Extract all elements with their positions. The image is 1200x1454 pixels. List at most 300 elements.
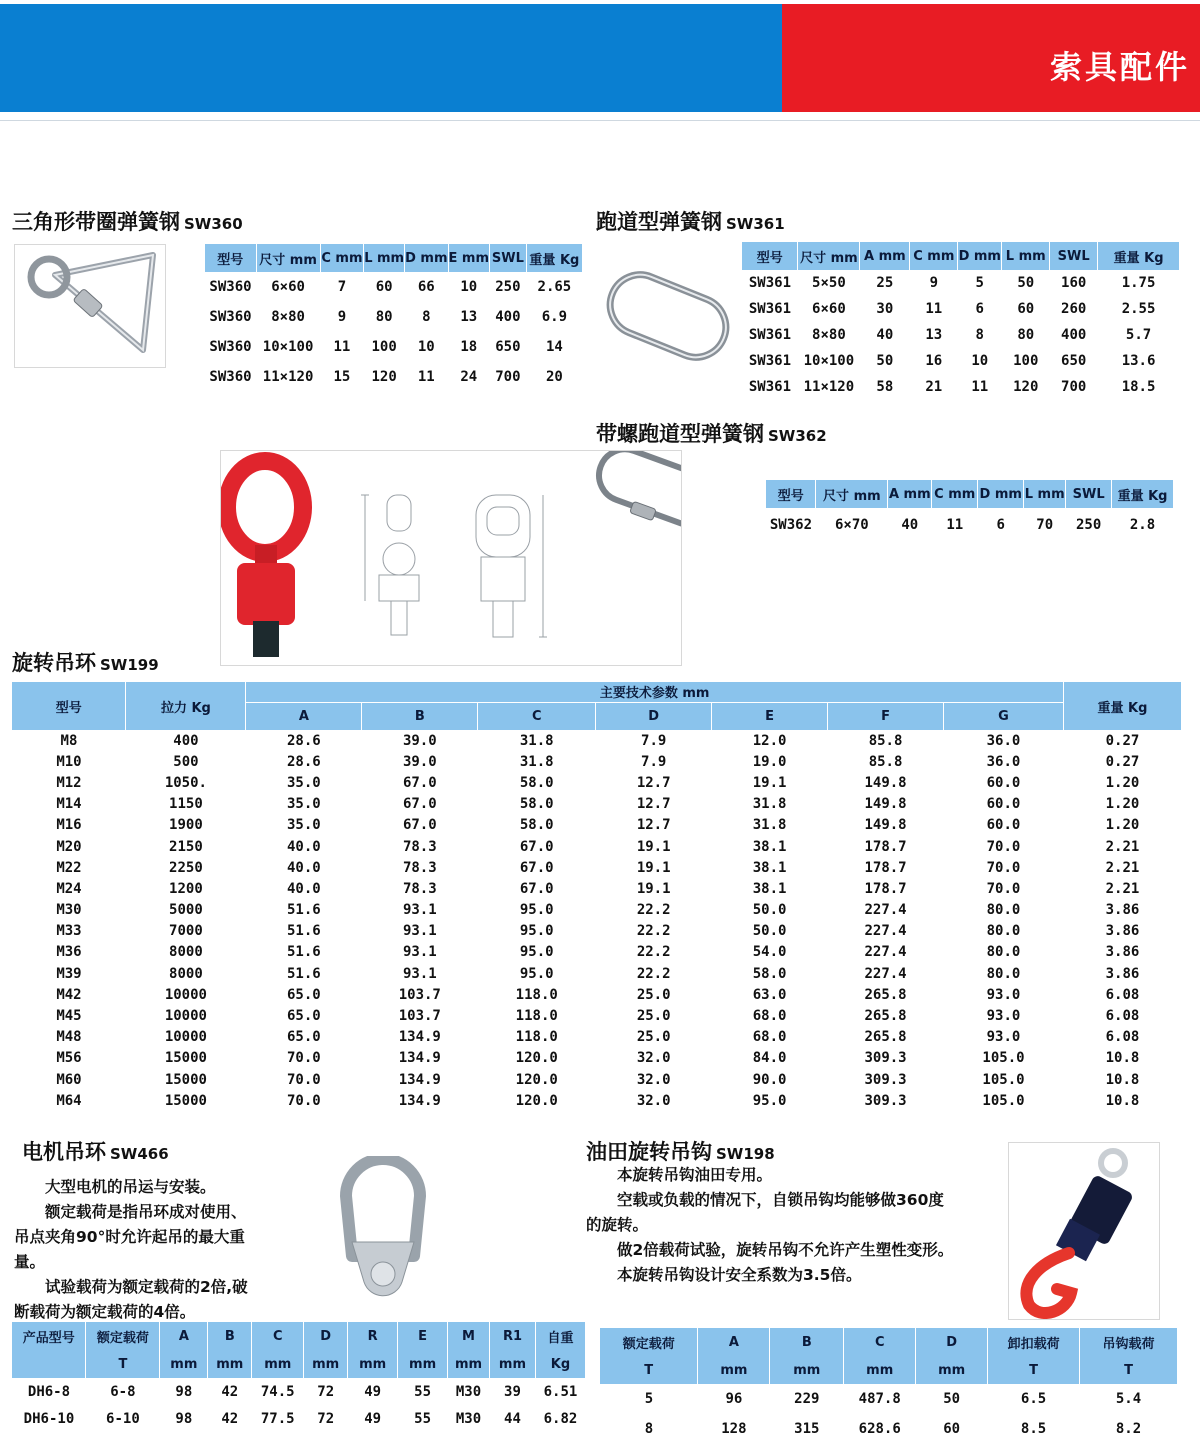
table-cell: 28.6: [287, 753, 321, 770]
table-cell: 178.7: [864, 838, 907, 855]
sw362-title: 带螺跑道型弹簧钢: [596, 422, 764, 446]
header-cell: 拉力 Kg: [126, 682, 246, 730]
header-cell: 自重: [535, 1322, 585, 1350]
header-cell: E mm: [448, 244, 490, 272]
table-cell: 120.0: [515, 1050, 558, 1067]
sw199-spec-table: [12, 682, 1182, 1111]
table-cell: 96: [725, 1391, 743, 1407]
table-cell: 35.0: [287, 817, 321, 834]
table-cell: 7: [337, 279, 347, 295]
table-cell: 19.1: [636, 859, 671, 876]
table-cell: 11: [333, 339, 351, 355]
table-cell: 40.0: [287, 880, 321, 897]
table-cell: 25.0: [636, 1029, 671, 1046]
sw466-code: SW466: [110, 1145, 169, 1163]
table-cell: SW360: [209, 309, 252, 325]
desc-line: 做2倍载荷试验，旋转吊钩不允许产生塑性变形。: [586, 1241, 954, 1259]
table-cell: 51.6: [287, 965, 321, 982]
table-cell: M56: [56, 1050, 82, 1067]
table-cell: 487.8: [858, 1391, 901, 1407]
table-cell: 42: [221, 1410, 239, 1427]
table-cell: SW360: [209, 339, 252, 355]
header-cell: mm: [304, 1350, 348, 1378]
table-cell: 38.1: [752, 880, 787, 897]
table-cell: 58: [876, 379, 894, 395]
table-cell: M33: [56, 923, 82, 940]
table-header-row: [12, 682, 1182, 702]
table-row: [12, 836, 1182, 857]
table-row: [742, 322, 1180, 348]
table-cell: 65.0: [287, 1029, 321, 1046]
table-cell: 309.3: [864, 1050, 907, 1067]
header-cell: T: [600, 1356, 698, 1384]
table-cell: 78.3: [402, 838, 437, 855]
table-row: [12, 1069, 1182, 1090]
header-cell: 产品型号: [12, 1322, 86, 1350]
table-cell: 77.5: [260, 1410, 295, 1427]
table-cell: 58.0: [519, 774, 554, 791]
table-row: [12, 878, 1182, 899]
table-cell: 19.1: [636, 880, 671, 897]
table-cell: 93.1: [402, 923, 437, 940]
table-cell: 35.0: [287, 796, 321, 813]
table-cell: 65.0: [287, 1008, 321, 1025]
table-cell: 1.75: [1121, 275, 1156, 291]
table-cell: 98: [175, 1383, 193, 1400]
table-cell: 93.1: [402, 965, 437, 982]
table-cell: 14: [545, 339, 563, 355]
table-cell: 315: [794, 1421, 820, 1437]
table-cell: 2.21: [1105, 838, 1140, 855]
table-cell: 9: [337, 309, 347, 325]
table-cell: 51.6: [287, 923, 321, 940]
table-cell: 58.0: [519, 796, 554, 813]
table-cell: 10000: [164, 1008, 207, 1025]
table-cell: 49: [364, 1410, 382, 1427]
sw361-section-title: [596, 206, 785, 236]
table-cell: 80.0: [986, 965, 1021, 982]
table-cell: 67.0: [519, 859, 554, 876]
table-cell: 39.0: [402, 732, 437, 749]
table-cell: 98: [175, 1410, 193, 1427]
sw360-triangle-snap-image: [14, 244, 166, 368]
header-cell: B: [362, 702, 478, 730]
header-cell: 型号: [742, 242, 798, 270]
header-cell: 尺寸 mm: [256, 244, 320, 272]
desc-line: 吊点夹角90°时允许起吊的最大重: [14, 1228, 245, 1246]
table-cell: 6.82: [543, 1410, 578, 1427]
table-cell: 6: [975, 301, 984, 317]
table-cell: 11: [971, 379, 989, 395]
table-cell: 60.0: [986, 774, 1021, 791]
banner-divider: [0, 120, 1200, 121]
table-cell: 36.0: [986, 753, 1021, 770]
table-row: [12, 984, 1182, 1005]
table-cell: 31.8: [752, 817, 787, 834]
table-cell: 60.0: [986, 817, 1021, 834]
sw466-description: [14, 1175, 248, 1325]
table-cell: 628.6: [858, 1421, 901, 1437]
header-cell: 重量 Kg: [1098, 242, 1180, 270]
table-cell: 22.2: [636, 965, 671, 982]
table-cell: M64: [56, 1092, 82, 1109]
table-cell: 32.0: [636, 1050, 671, 1067]
table-header-row: [12, 1350, 586, 1378]
table-cell: M16: [56, 817, 82, 834]
header-cell: R: [348, 1322, 398, 1350]
header-cell: D mm: [405, 244, 448, 272]
table-cell: 19.1: [752, 774, 787, 791]
table-cell: 6×60: [812, 301, 846, 317]
table-cell: 1900: [169, 817, 203, 834]
table-cell: M30: [455, 1383, 482, 1400]
table-row: [12, 900, 1182, 921]
table-cell: SW362: [769, 517, 813, 533]
table-cell: 67.0: [519, 838, 554, 855]
banner-red-band: [782, 4, 1200, 112]
desc-line: 大型电机的吊运与安装。: [14, 1178, 216, 1196]
table-cell: 11: [417, 369, 435, 385]
table-header-row: [742, 242, 1180, 270]
table-cell: 40.0: [287, 838, 321, 855]
table-cell: 10: [971, 353, 989, 369]
table-cell: 80: [1017, 327, 1035, 343]
table-cell: 70.0: [986, 880, 1021, 897]
table-cell: 95.0: [519, 944, 554, 961]
table-cell: 70.0: [287, 1071, 321, 1088]
header-cell: 型号: [205, 244, 256, 272]
table-cell: 93.1: [402, 902, 437, 919]
table-cell: 160: [1061, 275, 1087, 291]
table-cell: 93.0: [986, 1008, 1021, 1025]
table-cell: 5000: [169, 902, 203, 919]
table-header-row: [12, 1322, 586, 1350]
sw361-spec-table: [742, 242, 1180, 400]
table-cell: 7000: [169, 923, 203, 940]
sw361-table-body: [742, 270, 1180, 400]
table-cell: 700: [1061, 379, 1087, 395]
table-cell: 67.0: [402, 774, 437, 791]
table-cell: 95.0: [519, 965, 554, 982]
table-cell: 50.0: [752, 902, 787, 919]
desc-line: 额定载荷是指吊环成对使用、: [14, 1203, 247, 1221]
table-cell: 5: [644, 1391, 654, 1407]
header-cell: mm: [160, 1350, 208, 1378]
table-cell: 5.4: [1115, 1391, 1142, 1407]
sw466-title: 电机吊环: [22, 1140, 106, 1164]
table-cell: 40.0: [287, 859, 321, 876]
table-cell: 227.4: [864, 923, 907, 940]
table-cell: M8: [60, 732, 78, 749]
header-cell: L mm: [1024, 480, 1066, 508]
banner-blue-band: [0, 4, 782, 112]
sw466-table-body: [12, 1378, 586, 1432]
table-cell: 68.0: [752, 1008, 787, 1025]
table-row: [12, 1048, 1182, 1069]
table-cell: M12: [56, 774, 82, 791]
sw199-table-body: [12, 730, 1182, 1111]
table-cell: 2.65: [537, 279, 572, 295]
table-cell: 54.0: [752, 944, 787, 961]
table-cell: 10000: [164, 986, 207, 1003]
table-cell: 85.8: [868, 753, 903, 770]
table-row: [12, 1405, 586, 1432]
table-row: [600, 1414, 1178, 1444]
header-cell: mm: [398, 1350, 448, 1378]
table-cell: 8×80: [812, 327, 846, 343]
header-cell: A: [246, 702, 362, 730]
table-cell: 93.0: [986, 1029, 1021, 1046]
table-row: [12, 963, 1182, 984]
sw362-code: SW362: [768, 427, 827, 445]
table-cell: 39.0: [402, 753, 437, 770]
table-row: [12, 730, 1182, 751]
table-cell: 95.0: [519, 923, 554, 940]
table-cell: 50: [1017, 275, 1035, 291]
table-cell: 10×100: [262, 339, 314, 355]
table-cell: 1150: [169, 796, 203, 813]
table-cell: 5.7: [1125, 327, 1152, 343]
table-row: [12, 857, 1182, 878]
header-cell: G: [944, 702, 1064, 730]
table-cell: 229: [794, 1391, 820, 1407]
table-cell: SW361: [748, 275, 792, 291]
table-cell: M22: [56, 859, 82, 876]
table-cell: 260: [1061, 301, 1087, 317]
sw360-spec-table: [205, 244, 583, 392]
table-cell: 103.7: [398, 986, 441, 1003]
table-cell: 13: [925, 327, 943, 343]
table-row: [12, 1027, 1182, 1048]
table-cell: 6×60: [271, 279, 305, 295]
header-cell: B: [208, 1322, 252, 1350]
table-cell: 63.0: [752, 986, 787, 1003]
header-cell: 卸扣载荷: [988, 1328, 1080, 1356]
header-cell: mm: [770, 1356, 844, 1384]
table-cell: 85.8: [868, 732, 903, 749]
table-cell: M24: [56, 880, 82, 897]
header-cell: 重量 Kg: [1112, 480, 1174, 508]
table-cell: 13.6: [1121, 353, 1156, 369]
table-cell: 134.9: [398, 1092, 441, 1109]
table-cell: M39: [56, 965, 82, 982]
table-cell: 31.8: [519, 753, 554, 770]
table-row: [742, 348, 1180, 374]
table-cell: 134.9: [398, 1029, 441, 1046]
table-cell: 1050.: [164, 774, 207, 791]
header-cell: mm: [490, 1350, 536, 1378]
table-cell: 22.2: [636, 923, 671, 940]
table-cell: 15000: [164, 1092, 207, 1109]
table-cell: 265.8: [864, 1029, 907, 1046]
table-cell: 44: [504, 1410, 521, 1427]
table-cell: 11: [925, 301, 943, 317]
table-cell: 20: [545, 369, 563, 385]
table-cell: 8: [422, 309, 431, 325]
table-cell: 2250: [169, 859, 203, 876]
table-cell: 93.0: [986, 986, 1021, 1003]
table-cell: 58.0: [519, 817, 554, 834]
table-cell: 42: [221, 1383, 239, 1400]
table-cell: 265.8: [864, 986, 907, 1003]
table-cell: 22.2: [636, 902, 671, 919]
sw199-section-title: [12, 647, 159, 677]
table-cell: 24: [460, 369, 478, 385]
table-cell: 500: [173, 753, 199, 770]
sw466-spec-table: [12, 1322, 586, 1432]
table-cell: 6.08: [1105, 1029, 1140, 1046]
table-cell: 5×50: [812, 275, 846, 291]
table-cell: 700: [495, 369, 521, 385]
table-cell: 9: [929, 275, 939, 291]
sw362-section-title: [596, 418, 827, 448]
sw361-title: 跑道型弹簧钢: [596, 210, 722, 234]
table-cell: 10.8: [1105, 1050, 1140, 1067]
table-cell: 90.0: [752, 1071, 787, 1088]
table-cell: 118.0: [515, 1008, 558, 1025]
table-cell: 1.20: [1105, 774, 1140, 791]
table-cell: 120.0: [515, 1092, 558, 1109]
table-cell: 19.0: [752, 753, 787, 770]
table-cell: 100: [371, 339, 397, 355]
table-cell: 400: [173, 732, 199, 749]
table-cell: 38.1: [752, 838, 787, 855]
table-cell: 25.0: [636, 986, 671, 1003]
header-cell: L mm: [1002, 242, 1050, 270]
table-cell: 8.2: [1115, 1421, 1142, 1437]
table-cell: 128: [721, 1421, 747, 1437]
header-cell: A mm: [860, 242, 910, 270]
sw360-code: SW360: [184, 215, 243, 233]
header-cell: mm: [698, 1356, 770, 1384]
table-cell: 6: [996, 517, 1005, 533]
table-cell: 1.20: [1105, 796, 1140, 813]
header-cell: SWL: [490, 244, 527, 272]
table-cell: 25.0: [636, 1008, 671, 1025]
table-cell: 2.21: [1105, 859, 1140, 876]
table-cell: M30: [455, 1410, 482, 1427]
sw361-racetrack-link-image: [598, 244, 736, 394]
table-header-row: [766, 480, 1174, 508]
table-cell: 650: [495, 339, 521, 355]
table-cell: M45: [56, 1008, 82, 1025]
table-cell: 309.3: [864, 1071, 907, 1088]
table-cell: 39: [504, 1383, 521, 1400]
header-cell: 额定载荷: [600, 1328, 698, 1356]
table-cell: 22.2: [636, 944, 671, 961]
table-cell: 15000: [164, 1071, 207, 1088]
header-cell: R1: [490, 1322, 536, 1350]
table-cell: 80: [375, 309, 393, 325]
desc-line: 断载荷为额定载荷的4倍。: [14, 1303, 196, 1321]
table-cell: 32.0: [636, 1071, 671, 1088]
header-cell: A: [160, 1322, 208, 1350]
table-cell: 80.0: [986, 944, 1021, 961]
table-cell: SW361: [748, 327, 792, 343]
table-cell: 120.0: [515, 1071, 558, 1088]
table-cell: 134.9: [398, 1071, 441, 1088]
table-cell: 12.7: [636, 774, 671, 791]
table-cell: 58.0: [752, 965, 787, 982]
table-cell: 0.27: [1105, 732, 1140, 749]
header-cell: L mm: [364, 244, 405, 272]
table-cell: 178.7: [864, 859, 907, 876]
table-cell: 250: [495, 279, 521, 295]
table-cell: 2.8: [1129, 517, 1156, 533]
table-cell: 6.51: [543, 1383, 578, 1400]
table-cell: 10×100: [803, 353, 855, 369]
sw361-code: SW361: [726, 215, 785, 233]
table-cell: 78.3: [402, 880, 437, 897]
table-cell: 80.0: [986, 902, 1021, 919]
header-cell: B: [770, 1328, 844, 1356]
table-cell: 0.27: [1105, 753, 1140, 770]
table-cell: 10.8: [1105, 1071, 1140, 1088]
table-cell: 68.0: [752, 1029, 787, 1046]
table-cell: 7.9: [641, 753, 667, 770]
header-cell: 型号: [766, 480, 816, 508]
header-cell: SWL: [1066, 480, 1112, 508]
table-cell: 3.86: [1105, 902, 1140, 919]
desc-line: 空载或负载的情况下，自锁吊钩均能够做360度: [586, 1191, 944, 1209]
table-cell: 32.0: [636, 1092, 671, 1109]
table-header-row: [600, 1356, 1178, 1384]
table-cell: 6.9: [541, 309, 568, 325]
header-cell: F: [828, 702, 944, 730]
table-cell: SW361: [748, 301, 792, 317]
table-cell: 35.0: [287, 774, 321, 791]
table-cell: 67.0: [519, 880, 554, 897]
table-cell: DH6-8: [27, 1383, 71, 1400]
sw360-table-body: [205, 272, 583, 392]
header-cell: D mm: [978, 480, 1024, 508]
table-row: [12, 772, 1182, 793]
table-cell: 40: [901, 517, 919, 533]
table-row: [742, 374, 1180, 400]
table-cell: 67.0: [402, 796, 437, 813]
table-row: [12, 1005, 1182, 1026]
table-cell: 72: [317, 1410, 335, 1427]
sw466-section-title: [22, 1136, 169, 1166]
table-cell: 50.0: [752, 923, 787, 940]
table-row: [12, 1090, 1182, 1111]
table-cell: 70.0: [986, 859, 1021, 876]
table-cell: 149.8: [864, 817, 907, 834]
header-cell: C: [478, 702, 596, 730]
table-cell: 7.9: [641, 732, 667, 749]
table-cell: 93.1: [402, 944, 437, 961]
header-cell: T: [988, 1356, 1080, 1384]
header-cell: mm: [448, 1350, 490, 1378]
table-cell: 105.0: [982, 1050, 1025, 1067]
table-row: [742, 296, 1180, 322]
header-cell: M: [448, 1322, 490, 1350]
table-cell: 8000: [169, 944, 203, 961]
table-cell: 6×70: [835, 517, 869, 533]
table-row: [205, 272, 583, 302]
header-cell: C: [844, 1328, 916, 1356]
table-cell: 1200: [169, 880, 203, 897]
table-cell: 78.3: [402, 859, 437, 876]
table-cell: 11×120: [803, 379, 855, 395]
sw198-spec-table: [600, 1328, 1178, 1444]
table-cell: M10: [56, 753, 82, 770]
table-cell: 18.5: [1121, 379, 1156, 395]
header-cell: mm: [252, 1350, 304, 1378]
header-cell: C mm: [320, 244, 364, 272]
header-group-cell: 主要技术参数 mm: [246, 682, 1064, 702]
table-cell: 134.9: [398, 1050, 441, 1067]
